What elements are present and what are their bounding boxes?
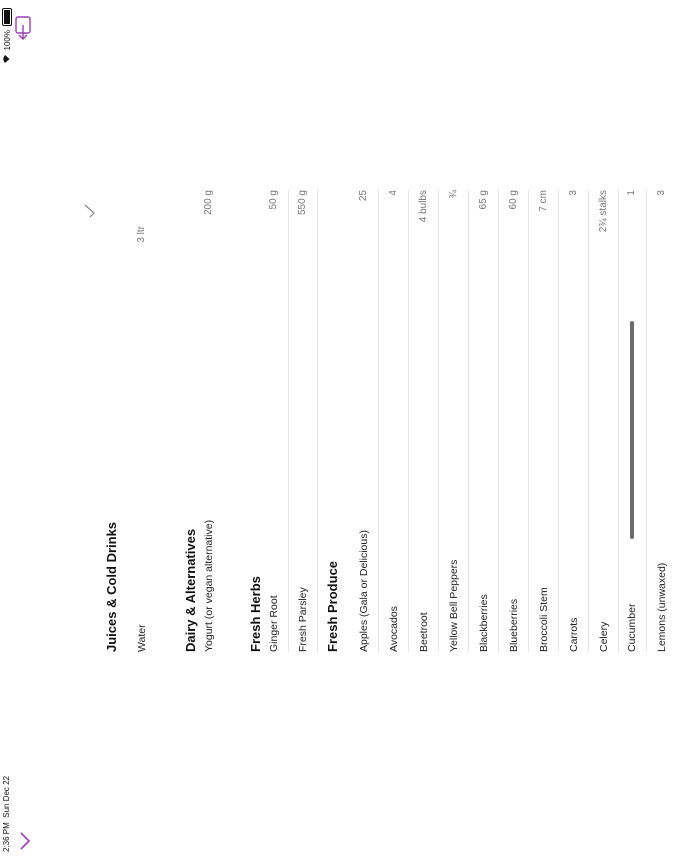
item-quantity: 3 [568, 190, 579, 196]
section-title: Fresh Produce [325, 560, 340, 652]
divider [438, 190, 439, 652]
item-name: Avocados [388, 606, 400, 652]
item-name: Ginger Root [268, 595, 280, 652]
item-quantity: ¾ [448, 190, 459, 199]
divider [618, 190, 619, 652]
item-quantity: 3 ltr [136, 226, 147, 243]
divider [558, 190, 559, 652]
item-name: Celery [598, 621, 610, 652]
checkmark-icon[interactable] [83, 204, 97, 218]
list-item-partial [694, 190, 700, 652]
divider [468, 190, 469, 652]
item-name: Cucumber [626, 603, 638, 652]
item-name: Carrots [568, 617, 580, 652]
divider [646, 190, 647, 652]
item-quantity: 50 g [268, 190, 279, 210]
item-name: Yogurt (or vegan alternative) [203, 519, 215, 652]
item-quantity: 7 cm [538, 190, 549, 212]
divider [528, 190, 529, 652]
section-title: Juices & Cold Drinks [104, 521, 119, 652]
item-quantity: 200 g [203, 190, 214, 216]
scrollbar[interactable] [630, 321, 634, 539]
item-name: Fresh Parsley [297, 587, 309, 652]
divider [288, 190, 289, 652]
item-name: Lemons (unwaxed) [656, 562, 668, 652]
item-quantity: 3 [656, 190, 667, 196]
share-icon[interactable] [10, 12, 36, 40]
divider [378, 190, 379, 652]
wifi-icon [2, 54, 12, 64]
item-quantity: 25 [358, 190, 369, 202]
section-title: Dairy & Alternatives [183, 528, 198, 652]
divider [498, 190, 499, 652]
item-quantity: 4 [388, 190, 399, 196]
item-quantity: 4 bulbs [418, 190, 429, 223]
divider [408, 190, 409, 652]
item-name: Blueberries [508, 598, 520, 652]
item-name: Water [136, 624, 148, 652]
battery-percent: 100% [2, 30, 12, 51]
chevron-down-icon[interactable] [14, 830, 36, 852]
item-name: Beetroot [418, 612, 430, 652]
divider [588, 190, 589, 652]
item-quantity: 550 g [297, 190, 308, 216]
section-title: Fresh Herbs [248, 576, 263, 652]
status-time: 2:36 PM Sun Dec 22 [2, 775, 11, 852]
item-name: Apples (Gala or Delicious) [358, 530, 370, 652]
item-name: Broccoli Stem [538, 587, 550, 652]
item-quantity: 1 [626, 190, 637, 196]
divider [317, 190, 318, 652]
item-quantity: 65 g [478, 190, 489, 210]
item-quantity: 2¾ stalks [598, 190, 609, 233]
item-name: Yellow Bell Peppers [448, 559, 460, 652]
item-name: Blackberries [478, 594, 490, 652]
item-quantity: 60 g [508, 190, 519, 210]
